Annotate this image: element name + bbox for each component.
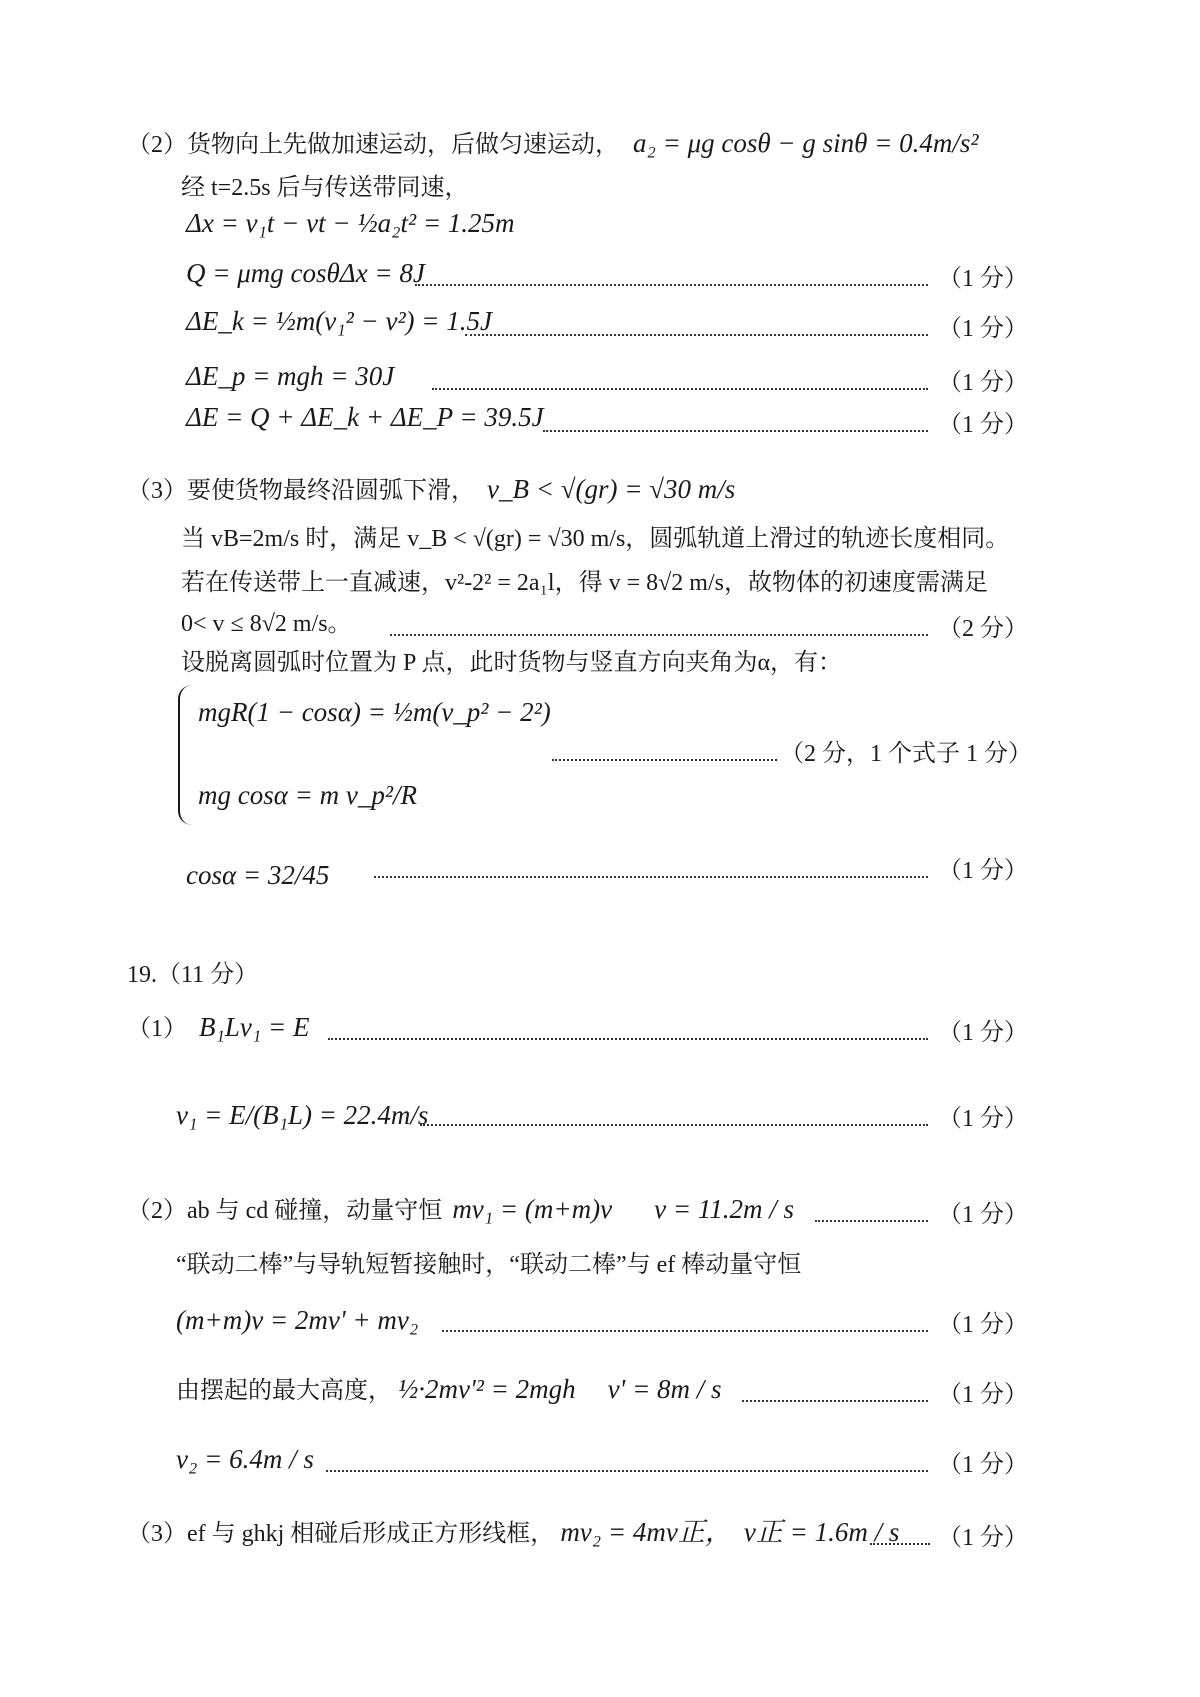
equation-system-brace <box>178 685 192 825</box>
part3-line5: 设脱离圆弧时位置为 P 点，此时货物与竖直方向夹角为α，有： <box>181 650 843 676</box>
formula-vB: v_B < √(gr) = √30 m/s <box>487 474 736 504</box>
equation-dEk: ΔE_k = ½m(v₁² − v²) = 1.5J <box>186 306 492 336</box>
q19-vprime-result: v' = 8m / s <box>607 1374 722 1404</box>
q19-momentum-formula: mv₁ = (m+m)v <box>452 1194 613 1224</box>
part-label: （3） <box>127 478 187 504</box>
formula-a2: a₂ = μg cosθ − g sinθ = 0.4m/s² <box>633 128 979 158</box>
dot-leader <box>552 759 777 761</box>
score-mark: （2 分，1 个式子 1 分） <box>780 741 1032 767</box>
equation-dEp: ΔE_p = mgh = 30J <box>186 361 395 391</box>
q19-height-text: 由摆起的最大高度， <box>176 1378 392 1404</box>
q19-part3 <box>127 1517 899 1549</box>
dot-leader <box>374 876 928 878</box>
dot-leader <box>742 1400 928 1402</box>
equation-dE: ΔE = Q + ΔE_k + ΔE_P = 39.5J <box>186 402 544 432</box>
score-mark: （1 分） <box>938 858 1028 884</box>
dot-leader <box>465 334 928 336</box>
q19-square-result: v正 = 1.6m / s <box>743 1517 900 1547</box>
dot-leader <box>328 1038 928 1040</box>
q19-square-formula: mv₂ = 4mv正， <box>560 1517 732 1547</box>
question-19-title: 19.（11 分） <box>127 962 259 988</box>
part3-line3: 若在传送带上一直减速，v²-2² = 2a₁l，得 v = 8√2 m/s，故物体的初速度需满足 <box>181 570 988 596</box>
dot-leader <box>543 430 928 432</box>
score-mark: （1 分） <box>938 1452 1028 1478</box>
dot-leader <box>326 1470 928 1472</box>
system-equation-1: mgR(1 − cosα) = ½m(v_p² − 2²) <box>198 697 551 727</box>
part2-time: 经 t=2.5s 后与传送带同速， <box>181 175 469 201</box>
dot-leader <box>442 1330 928 1332</box>
dot-leader <box>870 1543 930 1545</box>
dot-leader <box>432 388 928 390</box>
part-label: （1） <box>127 1016 187 1042</box>
part3-intro <box>127 474 735 506</box>
q19-v2-equation: v₂ = 6.4m / s <box>176 1444 314 1474</box>
score-mark: （1 分） <box>938 370 1028 396</box>
equation-dx: Δx = v₁t − vt − ½a₂t² = 1.25m <box>186 208 515 238</box>
equation-Q: Q = μmg cosθΔx = 8J <box>186 258 425 288</box>
dot-leader <box>420 1124 928 1126</box>
score-mark: （2 分） <box>938 616 1028 642</box>
part-label: （2） <box>127 132 187 158</box>
q19-energy-formula: ½·2mv'² = 2mgh <box>398 1374 576 1404</box>
dot-leader <box>415 284 928 286</box>
score-mark: （1 分） <box>938 1312 1028 1338</box>
score-mark: （1 分） <box>938 1202 1028 1228</box>
q19-momentum-equation: (m+m)v = 2mv' + mv₂ <box>176 1305 419 1335</box>
system-equation-2: mg cosα = m v_p²/R <box>198 780 417 810</box>
part2-intro <box>127 128 978 160</box>
part3-line4: 0< v ≤ 8√2 m/s。 <box>181 611 352 637</box>
part3-line2: 当 vB=2m/s 时，满足 v_B < √(gr) = √30 m/s，圆弧轨道上滑过的轨迹长度相同。 <box>181 526 1010 552</box>
score-mark: （1 分） <box>938 1020 1028 1046</box>
dot-leader <box>815 1220 928 1222</box>
q19-part2-text: ab 与 cd 碰撞，动量守恒 <box>187 1198 443 1224</box>
part-label: （2） <box>127 1198 187 1224</box>
q19-part3-text: ef 与 ghkj 相碰后形成正方形线框， <box>187 1521 555 1547</box>
part2-text: 货物向上先做加速运动，后做匀速运动， <box>187 132 619 158</box>
score-mark: （1 分） <box>938 266 1028 292</box>
score-mark: （1 分） <box>938 412 1028 438</box>
score-mark: （1 分） <box>938 1382 1028 1408</box>
score-mark: （1 分） <box>938 1525 1028 1551</box>
part3-text: 要使货物最终沿圆弧下滑， <box>187 478 475 504</box>
dot-leader <box>390 634 928 636</box>
q19-equation-2: v₁ = E/(B₁L) = 22.4m/s <box>176 1100 429 1130</box>
equation-cos: cosα = 32/45 <box>186 860 330 890</box>
q19-part2 <box>127 1194 794 1226</box>
q19-part1 <box>127 1012 309 1044</box>
q19-part2-line4 <box>176 1374 722 1406</box>
q19-velocity-result: v = 11.2m / s <box>654 1194 795 1224</box>
score-mark: （1 分） <box>938 316 1028 342</box>
q19-equation-1: B₁Lv₁ = E <box>199 1012 310 1042</box>
score-mark: （1 分） <box>938 1106 1028 1132</box>
q19-part2-line2: “联动二棒”与导轨短暂接触时，“联动二棒”与 ef 棒动量守恒 <box>176 1252 802 1278</box>
part-label: （3） <box>127 1521 187 1547</box>
